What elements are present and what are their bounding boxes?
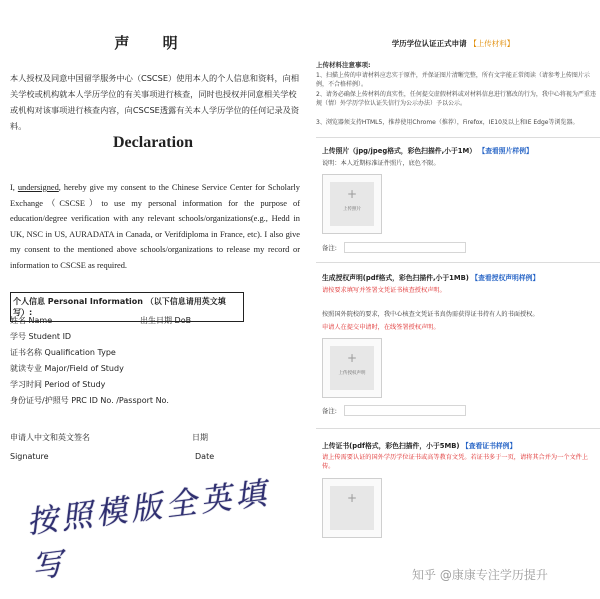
form-header-title: 学历学位认证正式申请	[391, 39, 467, 48]
photo-section-title	[322, 145, 533, 155]
zhihu-watermark: 知乎 @康康专注学历提升	[412, 568, 548, 582]
plus-icon: +	[346, 351, 358, 365]
certificate-upload-placeholder	[330, 486, 374, 530]
certificate-title-text: 上传证书(pdf格式，彩色扫描件，小于5MB)	[322, 442, 460, 450]
field-period: 学习时间 Period of Study	[10, 380, 106, 389]
notice-item-2: 2、请务必确保上传材料的真实性，任何提交虚假材料或对材料信息进行篡改的行为，我中心将视为严重违规（情）外学历学位认证失信行为公示办法）予以公示。	[316, 91, 596, 107]
authorization-note-red-2: 申请人在提交申请时，在线签署授权声明。	[322, 324, 440, 331]
authorization-sample-link[interactable]: 【查看授权声明样例】	[471, 274, 540, 282]
photo-remark-label: 备注:	[322, 244, 337, 252]
field-dob: 出生日期 DoB	[140, 316, 192, 325]
photo-upload-placeholder	[330, 182, 374, 226]
notice-title: 上传材料注意事项:	[316, 61, 371, 69]
field-signature-en: Signature	[10, 452, 49, 461]
plus-icon: +	[346, 491, 358, 505]
declaration-title-en: Declaration	[113, 134, 193, 151]
photo-title-text: 上传照片（jpg/jpeg格式，彩色扫描件,小于1M）	[322, 147, 477, 155]
certificate-sample-link[interactable]: 【查看证书样例】	[461, 442, 517, 450]
field-name: 姓名 Name	[10, 316, 53, 325]
certificate-note-red: 请上传需要认证的国外学历学位证书或高等教育文凭。若证书多于一页，请将其合并为一个文件上传。	[322, 454, 589, 470]
photo-remark-input[interactable]	[344, 242, 466, 253]
declaration-title-cn: 声 明	[114, 34, 192, 52]
authorization-note: 按照国外院校的要求，我中心核查文凭证书真伪需获得证书持有人的书面授权。	[322, 311, 539, 318]
notice-item-1: 1、扫描上传的申请材料应忠实于原件，并保证图片清晰完整，所有文字能正常阅读（请参考上传图片示例，不合格样例）。	[316, 72, 590, 88]
undersigned-word: undersigned	[17, 183, 59, 192]
form-header-tag: 【上传材料】	[469, 39, 515, 48]
field-date-en: Date	[195, 452, 215, 461]
para-en-start: I,	[10, 183, 18, 192]
photo-note: 说明：本人近期标准证件照片，底色不限。	[322, 160, 440, 167]
divider	[316, 137, 600, 138]
authorization-upload-label: 上传授权声明	[338, 371, 366, 376]
field-date-cn: 日期	[192, 433, 208, 442]
authorization-upload-placeholder	[330, 346, 374, 390]
field-qualification: 证书名称 Qualification Type	[10, 348, 116, 357]
authorization-section-title	[322, 272, 539, 282]
field-major: 就读专业 Major/Field of Study	[10, 364, 124, 373]
field-signature-cn: 申请人中文和英文签名	[10, 433, 90, 442]
upload-form-screenshot	[306, 0, 600, 599]
plus-icon: +	[346, 187, 358, 201]
photo-upload-label: 上传照片	[343, 207, 361, 212]
declaration-paragraph-cn: 本人授权及同意中国留学服务中心（CSCSE）使用本人的个人信息和资料，向相关学校或机构就本人学历学位的有关事项进行核查，同时也授权并同意相关学校或机构对该事项进行核查内容，向CSCSE透露有关本人学历学位的任何记录及资料。	[10, 73, 300, 131]
field-id-number: 身份证号/护照号 PRC ID No. /Passport No.	[10, 396, 169, 405]
divider	[316, 428, 600, 429]
authorization-upload-box[interactable]	[322, 338, 382, 398]
divider	[316, 262, 600, 263]
certificate-upload-box[interactable]	[322, 478, 382, 538]
handwritten-note: 按照模版全英填写	[24, 475, 273, 586]
certificate-section-title	[322, 440, 516, 450]
authorization-title-text: 生成授权声明(pdf格式，彩色扫描件,小于1MB)	[322, 274, 469, 282]
declaration-paragraph-en	[10, 180, 300, 273]
personal-info-header: 个人信息 Personal Information （以下信息请用英文填写）:	[10, 292, 244, 322]
notice-item-3: 3、浏览器须支持HTML5，推荐使用Chrome（推荐），Firefox，IE10及以上和IE Edge等浏览器。	[316, 119, 579, 126]
authorization-remark-input[interactable]	[344, 405, 466, 416]
authorization-remark-label: 备注:	[322, 407, 337, 415]
para-en-rest: , hereby give my consent to the Chinese Service Center for Scholarly Exchange（CSCSE）to use my personal information for the purpose of education/degree verification with any relevant schools/organizations(e.g., Hedd in UK, NSC in US, AURADATA in Canada, or Verifdiploma in France, etc). I also give my consent to the mentioned above schools/organizations to release my record or information to CSCSE as required.	[10, 183, 300, 270]
field-student-id: 学号 Student ID	[10, 332, 72, 341]
form-header	[306, 38, 600, 49]
photo-upload-box[interactable]	[322, 174, 382, 234]
photo-sample-link[interactable]: 【查看照片样例】	[478, 147, 533, 155]
authorization-note-red: 请按要求填写并签署文凭证书核查授权声明。	[322, 287, 446, 294]
